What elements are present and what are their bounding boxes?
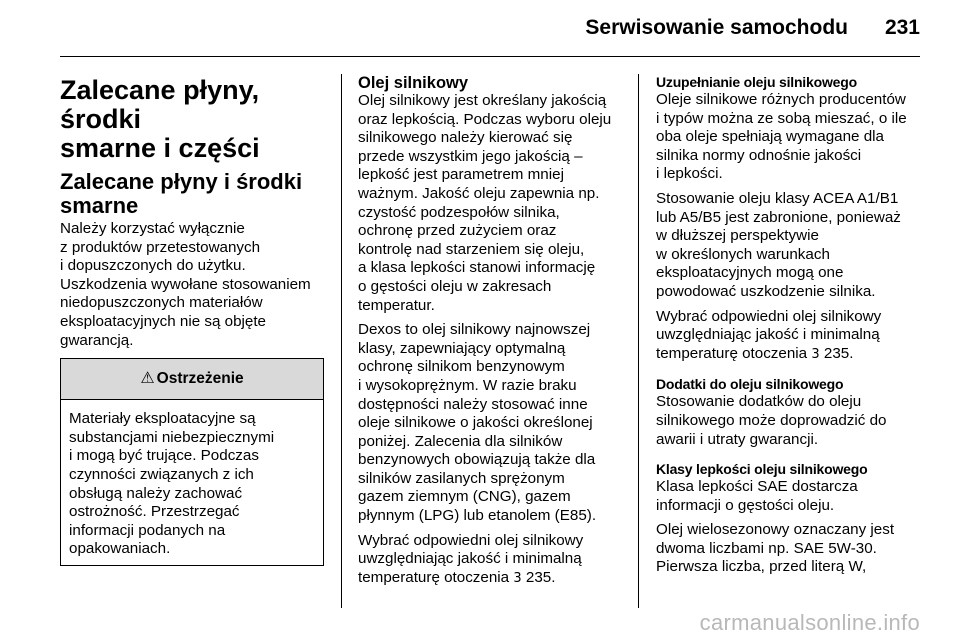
- page-reference-link[interactable]: 235.: [823, 344, 854, 362]
- warning-box: [60, 358, 324, 566]
- oil-topping-paragraph-2: Stosowanie oleju klasy ACEA A1/B1 lub A5/B5 jest zabronione, ponieważ w dłuższej perspektywie w określonych warunkach eksploatacyjnych mogą one powodować uszkodzenie silnika.: [656, 189, 901, 300]
- page-reference-link[interactable]: 235.: [525, 568, 556, 586]
- subsection-title: Zalecane płyny i środki smarne: [60, 169, 303, 218]
- column-1: [60, 74, 328, 566]
- oil-additives-heading: Dodatki do oleju silnikowego: [656, 376, 844, 393]
- viscosity-classes-heading: Klasy lepkości oleju silnikowego: [656, 461, 868, 478]
- viscosity-paragraph-1: Klasa lepkości SAE dostarcza informacji o gęstości oleju.: [656, 478, 858, 514]
- engine-oil-paragraph-3: [358, 532, 626, 589]
- page-number: 231: [884, 16, 920, 39]
- engine-oil-heading: Olej silnikowy: [358, 74, 469, 92]
- page-ref-arrow-icon: 3: [513, 570, 522, 586]
- column-divider-1: [341, 74, 342, 608]
- chapter-title: Serwisowanie samochodu: [585, 16, 848, 39]
- watermark: carmanualsonline.info: [699, 610, 920, 635]
- page-ref-arrow-icon: 3: [811, 346, 820, 362]
- warning-title: Ostrzeżenie: [156, 369, 244, 387]
- column-divider-2: [638, 74, 639, 608]
- section-title: Zalecane płyny, środki smarne i części: [60, 75, 260, 163]
- paragraph-text: Wybrać odpowiedni olej silnikowy uwzględniając jakość i minimalną temperaturę otoczenia: [358, 531, 584, 586]
- warning-triangle-icon: ⚠: [140, 369, 155, 387]
- warning-body: Materiały eksploatacyjne są substancjami niebezpiecznymi i mogą być trujące. Podczas czynności związanych z ich obsługą należy zachować ostrożność. Przestrzegać informacji podanych na opakowaniach.: [69, 410, 275, 558]
- header-rule: [60, 56, 920, 57]
- engine-oil-paragraph-1: Olej silnikowy jest określany jakością oraz lepkością. Podczas wyboru oleju silnikowego należy kierować się przede wszystkim jego jakością – lepkość jest parametrem mniej ważnym. Jakość oleju zapewnia np. czystość podzespołów silnika, ochronę przed zużyciem oraz kontrolę nad starzeniem się oleju, a klasa lepkości stanowi informację o gęstości oleju w zakresach temperatur.: [358, 92, 612, 314]
- warning-header: [61, 359, 323, 400]
- oil-topping-paragraph-3: [656, 308, 924, 365]
- intro-paragraph: Należy korzystać wyłącznie z produktów przetestowanych i dopuszczonych do użytku. Uszkodzenia wywołane stosowaniem niedopuszczonych materiałów eksploatacyjnych nie są objęte gwarancją.: [60, 220, 311, 349]
- oil-additives-paragraph: Stosowanie dodatków do oleju silnikowego może doprowadzić do awarii i utraty gwarancji.: [656, 393, 887, 448]
- viscosity-paragraph-2: Olej wielosezonowy oznaczany jest dwoma liczbami np. SAE 5W-30. Pierwsza liczba, przed literą W,: [656, 521, 895, 576]
- column-3: [656, 74, 924, 583]
- paragraph-text: Wybrać odpowiedni olej silnikowy uwzględniając jakość i minimalną temperaturę otoczenia: [656, 307, 882, 362]
- column-2: [358, 74, 626, 594]
- page-header: [0, 0, 960, 62]
- engine-oil-paragraph-2: Dexos to olej silnikowy najnowszej klasy, zapewniający optymalną ochronę silnikom benzynowym i wysokoprężnym. W razie braku dostępności należy stosować inne oleje silnikowe o jakości określonej poniżej. Zalecenia dla silników benzynowych obowiązują także dla silników zasilanych sprężonym gazem ziemnym (CNG), gazem płynnym (LPG) lub etanolem (E85).: [358, 321, 597, 525]
- oil-topping-paragraph-1: Oleje silnikowe różnych producentów i typów można ze sobą mieszać, o ile oba oleje spełniają wymagane dla silnika normy odnośnie jakości i lepkości.: [656, 91, 907, 183]
- oil-topping-heading: Uzupełnianie oleju silnikowego: [656, 74, 857, 90]
